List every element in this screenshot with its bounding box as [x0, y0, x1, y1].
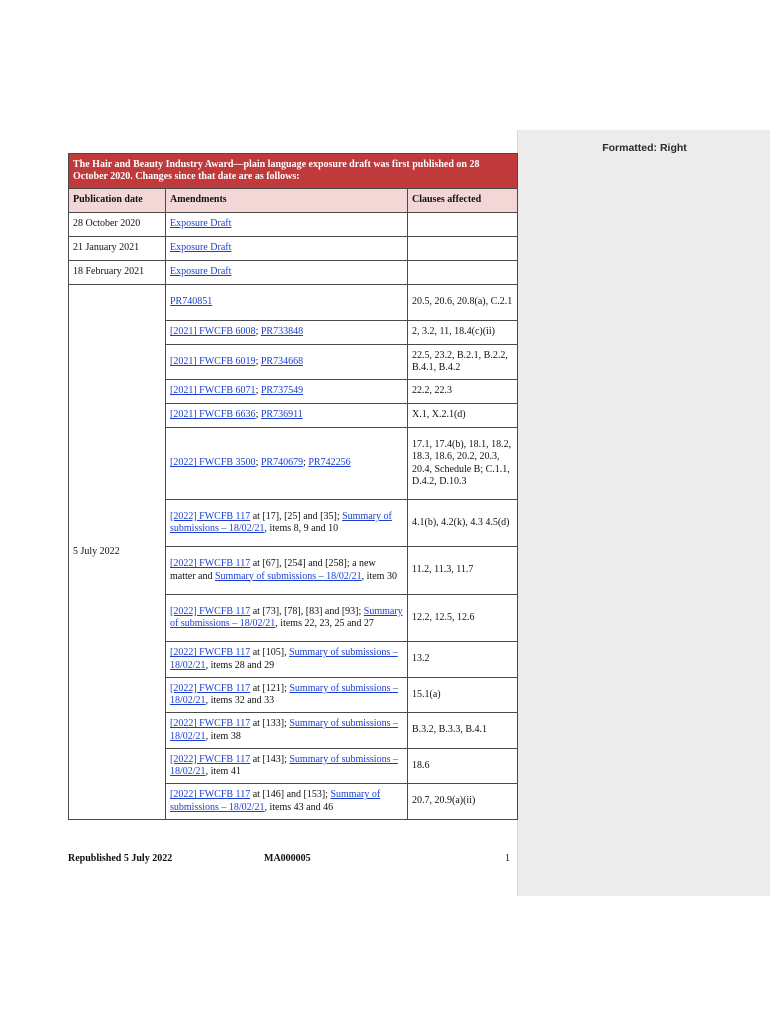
- clauses-cell: 20.5, 20.6, 20.8(a), C.2.1: [408, 285, 518, 321]
- clauses-cell: [408, 237, 518, 261]
- amendment-text: ;: [255, 409, 261, 421]
- amendments-cell: [166, 213, 408, 237]
- clauses-cell: 2, 3.2, 11, 18.4(c)(ii): [408, 321, 518, 345]
- amendments-cell: [166, 678, 408, 713]
- clauses-cell: 15.1(a): [408, 678, 518, 713]
- amendment-text: , items 8, 9 and 10: [264, 523, 339, 534]
- amendments-cell: [166, 595, 408, 642]
- clauses-cell: 13.2: [408, 642, 518, 678]
- comment-pane-title: Formatted: Right: [602, 142, 687, 154]
- amendment-link[interactable]: Exposure Draft: [170, 266, 232, 278]
- amendment-link[interactable]: [2022] FWCFB 117: [170, 647, 251, 659]
- header-clauses-affected: Clauses affected: [408, 189, 518, 213]
- amendment-text: , items 28 and 29: [205, 659, 275, 671]
- amendment-text: ;: [303, 457, 309, 469]
- amendment-text: at [121];: [250, 682, 290, 694]
- amendment-text: ;: [255, 355, 261, 367]
- clauses-cell: X.1, X.2.1(d): [408, 404, 518, 428]
- publication-date-cell: 28 October 2020: [69, 213, 166, 237]
- clauses-cell: B.3.2, B.3.3, B.4.1: [408, 713, 518, 749]
- amendment-link[interactable]: [2022] FWCFB 117: [170, 510, 251, 522]
- amendments-cell: [166, 642, 408, 678]
- amendment-text: at [146] and [153];: [250, 789, 331, 801]
- amendments-cell: [166, 285, 408, 321]
- table-title: The Hair and Beauty Industry Award—plain language exposure draft was first published on 28 October 2020. Changes since that date are as follows:: [69, 154, 518, 189]
- amendment-text: at [73], [78], [83] and [93];: [250, 605, 364, 617]
- amendments-table: [68, 153, 518, 820]
- clauses-cell: 12.2, 12.5, 12.6: [408, 595, 518, 642]
- amendment-link[interactable]: Summary of submissions – 18/02/21: [214, 570, 362, 582]
- table-header-row: [69, 189, 518, 213]
- amendment-link[interactable]: [2021] FWCFB 6071: [170, 385, 256, 397]
- footer-republished: Republished 5 July 2022: [68, 853, 173, 864]
- amendment-text: , items 22, 23, 25 and 27: [275, 618, 374, 629]
- amendment-text: , items 32 and 33: [205, 695, 275, 706]
- amendments-cell: [166, 380, 408, 404]
- amendment-link[interactable]: [2022] FWCFB 117: [170, 718, 251, 730]
- amendment-link[interactable]: Summary of submissions – 18/02/21: [170, 682, 398, 706]
- amendments-cell: [166, 547, 408, 595]
- amendment-text: at [133];: [250, 718, 290, 730]
- clauses-cell: [408, 261, 518, 285]
- amendments-cell: [166, 749, 408, 784]
- amendment-text: ;: [255, 326, 261, 338]
- table-row: [69, 285, 518, 321]
- amendments-cell: [166, 345, 408, 380]
- amendment-link[interactable]: Summary of submissions – 18/02/21: [170, 605, 403, 629]
- clauses-cell: 22.2, 22.3: [408, 380, 518, 404]
- amendment-text: , items 43 and 46: [264, 801, 334, 813]
- clauses-cell: 22.5, 23.2, B.2.1, B.2.2, B.4.1, B.4.2: [408, 345, 518, 380]
- amendment-text: , item 38: [205, 730, 241, 742]
- amendment-link[interactable]: PR737549: [260, 385, 304, 397]
- amendments-cell: [166, 237, 408, 261]
- clauses-cell: 18.6: [408, 749, 518, 784]
- header-publication-date: Publication date: [69, 189, 166, 213]
- amendment-link[interactable]: [2022] FWCFB 117: [170, 605, 251, 617]
- amendments-cell: [166, 404, 408, 428]
- amendment-link[interactable]: PR742256: [308, 457, 351, 469]
- amendment-link[interactable]: [2022] FWCFB 117: [170, 682, 251, 694]
- amendments-cell: [166, 321, 408, 345]
- amendment-link[interactable]: Summary of submissions – 18/02/21: [170, 647, 398, 671]
- amendment-link[interactable]: PR733848: [260, 326, 304, 338]
- amendment-link[interactable]: Summary of submissions – 18/02/21: [170, 510, 392, 534]
- amendment-link[interactable]: [2021] FWCFB 6636: [170, 409, 256, 421]
- clauses-cell: 11.2, 11.3, 11.7: [408, 547, 518, 595]
- table-title-row: [69, 154, 518, 189]
- amendment-link[interactable]: [2021] FWCFB 6019: [170, 355, 256, 367]
- footer-document-code: MA000005: [264, 853, 311, 864]
- amendment-text: , item 30: [361, 570, 397, 582]
- amendment-link[interactable]: PR736911: [260, 409, 303, 421]
- amendments-cell: [166, 500, 408, 547]
- clauses-cell: 17.1, 17.4(b), 18.1, 18.2, 18.3, 18.6, 20.2, 20.3, 20.4, Schedule B; C.1.1, D.4.2, D.10.3: [408, 428, 518, 500]
- table-row: [69, 237, 518, 261]
- amendments-cell: [166, 784, 408, 820]
- amendment-link[interactable]: Exposure Draft: [170, 218, 232, 230]
- publication-date-cell: 5 July 2022: [69, 285, 166, 820]
- amendment-link[interactable]: Summary of submissions – 18/02/21: [170, 718, 398, 742]
- amendments-cell: [166, 713, 408, 749]
- amendment-link[interactable]: [2022] FWCFB 3500: [170, 457, 256, 469]
- amendment-link[interactable]: [2021] FWCFB 6008: [170, 326, 256, 338]
- amendment-link[interactable]: [2022] FWCFB 117: [170, 753, 251, 765]
- amendment-text: , item 41: [205, 766, 241, 777]
- amendment-link[interactable]: PR734668: [260, 355, 304, 367]
- comment-pane: [517, 130, 770, 896]
- amendment-link[interactable]: Summary of submissions – 18/02/21: [170, 753, 398, 777]
- amendment-text: at [67], [254] and [258]; a new matter and: [170, 558, 376, 582]
- footer-page-number: 1: [505, 853, 510, 864]
- amendment-text: at [105],: [250, 647, 290, 659]
- amendment-text: at [143];: [250, 753, 290, 765]
- amendment-link[interactable]: PR740679: [260, 457, 304, 469]
- publication-date-cell: 18 February 2021: [69, 261, 166, 285]
- amendment-text: at [17], [25] and [35];: [250, 510, 343, 522]
- amendment-link[interactable]: PR740851: [170, 296, 213, 308]
- amendments-cell: [166, 428, 408, 500]
- header-amendments: Amendments: [166, 189, 408, 213]
- amendment-link[interactable]: [2022] FWCFB 117: [170, 558, 251, 570]
- publication-date-cell: 21 January 2021: [69, 237, 166, 261]
- clauses-cell: [408, 213, 518, 237]
- amendment-link[interactable]: [2022] FWCFB 117: [170, 789, 251, 801]
- amendment-text: ;: [255, 457, 261, 469]
- clauses-cell: 20.7, 20.9(a)(ii): [408, 784, 518, 820]
- amendment-text: ;: [255, 385, 261, 397]
- clauses-cell: 4.1(b), 4.2(k), 4.3 4.5(d): [408, 500, 518, 547]
- table-row: [69, 213, 518, 237]
- amendment-link[interactable]: Exposure Draft: [170, 242, 232, 254]
- table-row: [69, 261, 518, 285]
- amendment-link[interactable]: Summary of submissions – 18/02/21: [170, 789, 381, 813]
- amendments-cell: [166, 261, 408, 285]
